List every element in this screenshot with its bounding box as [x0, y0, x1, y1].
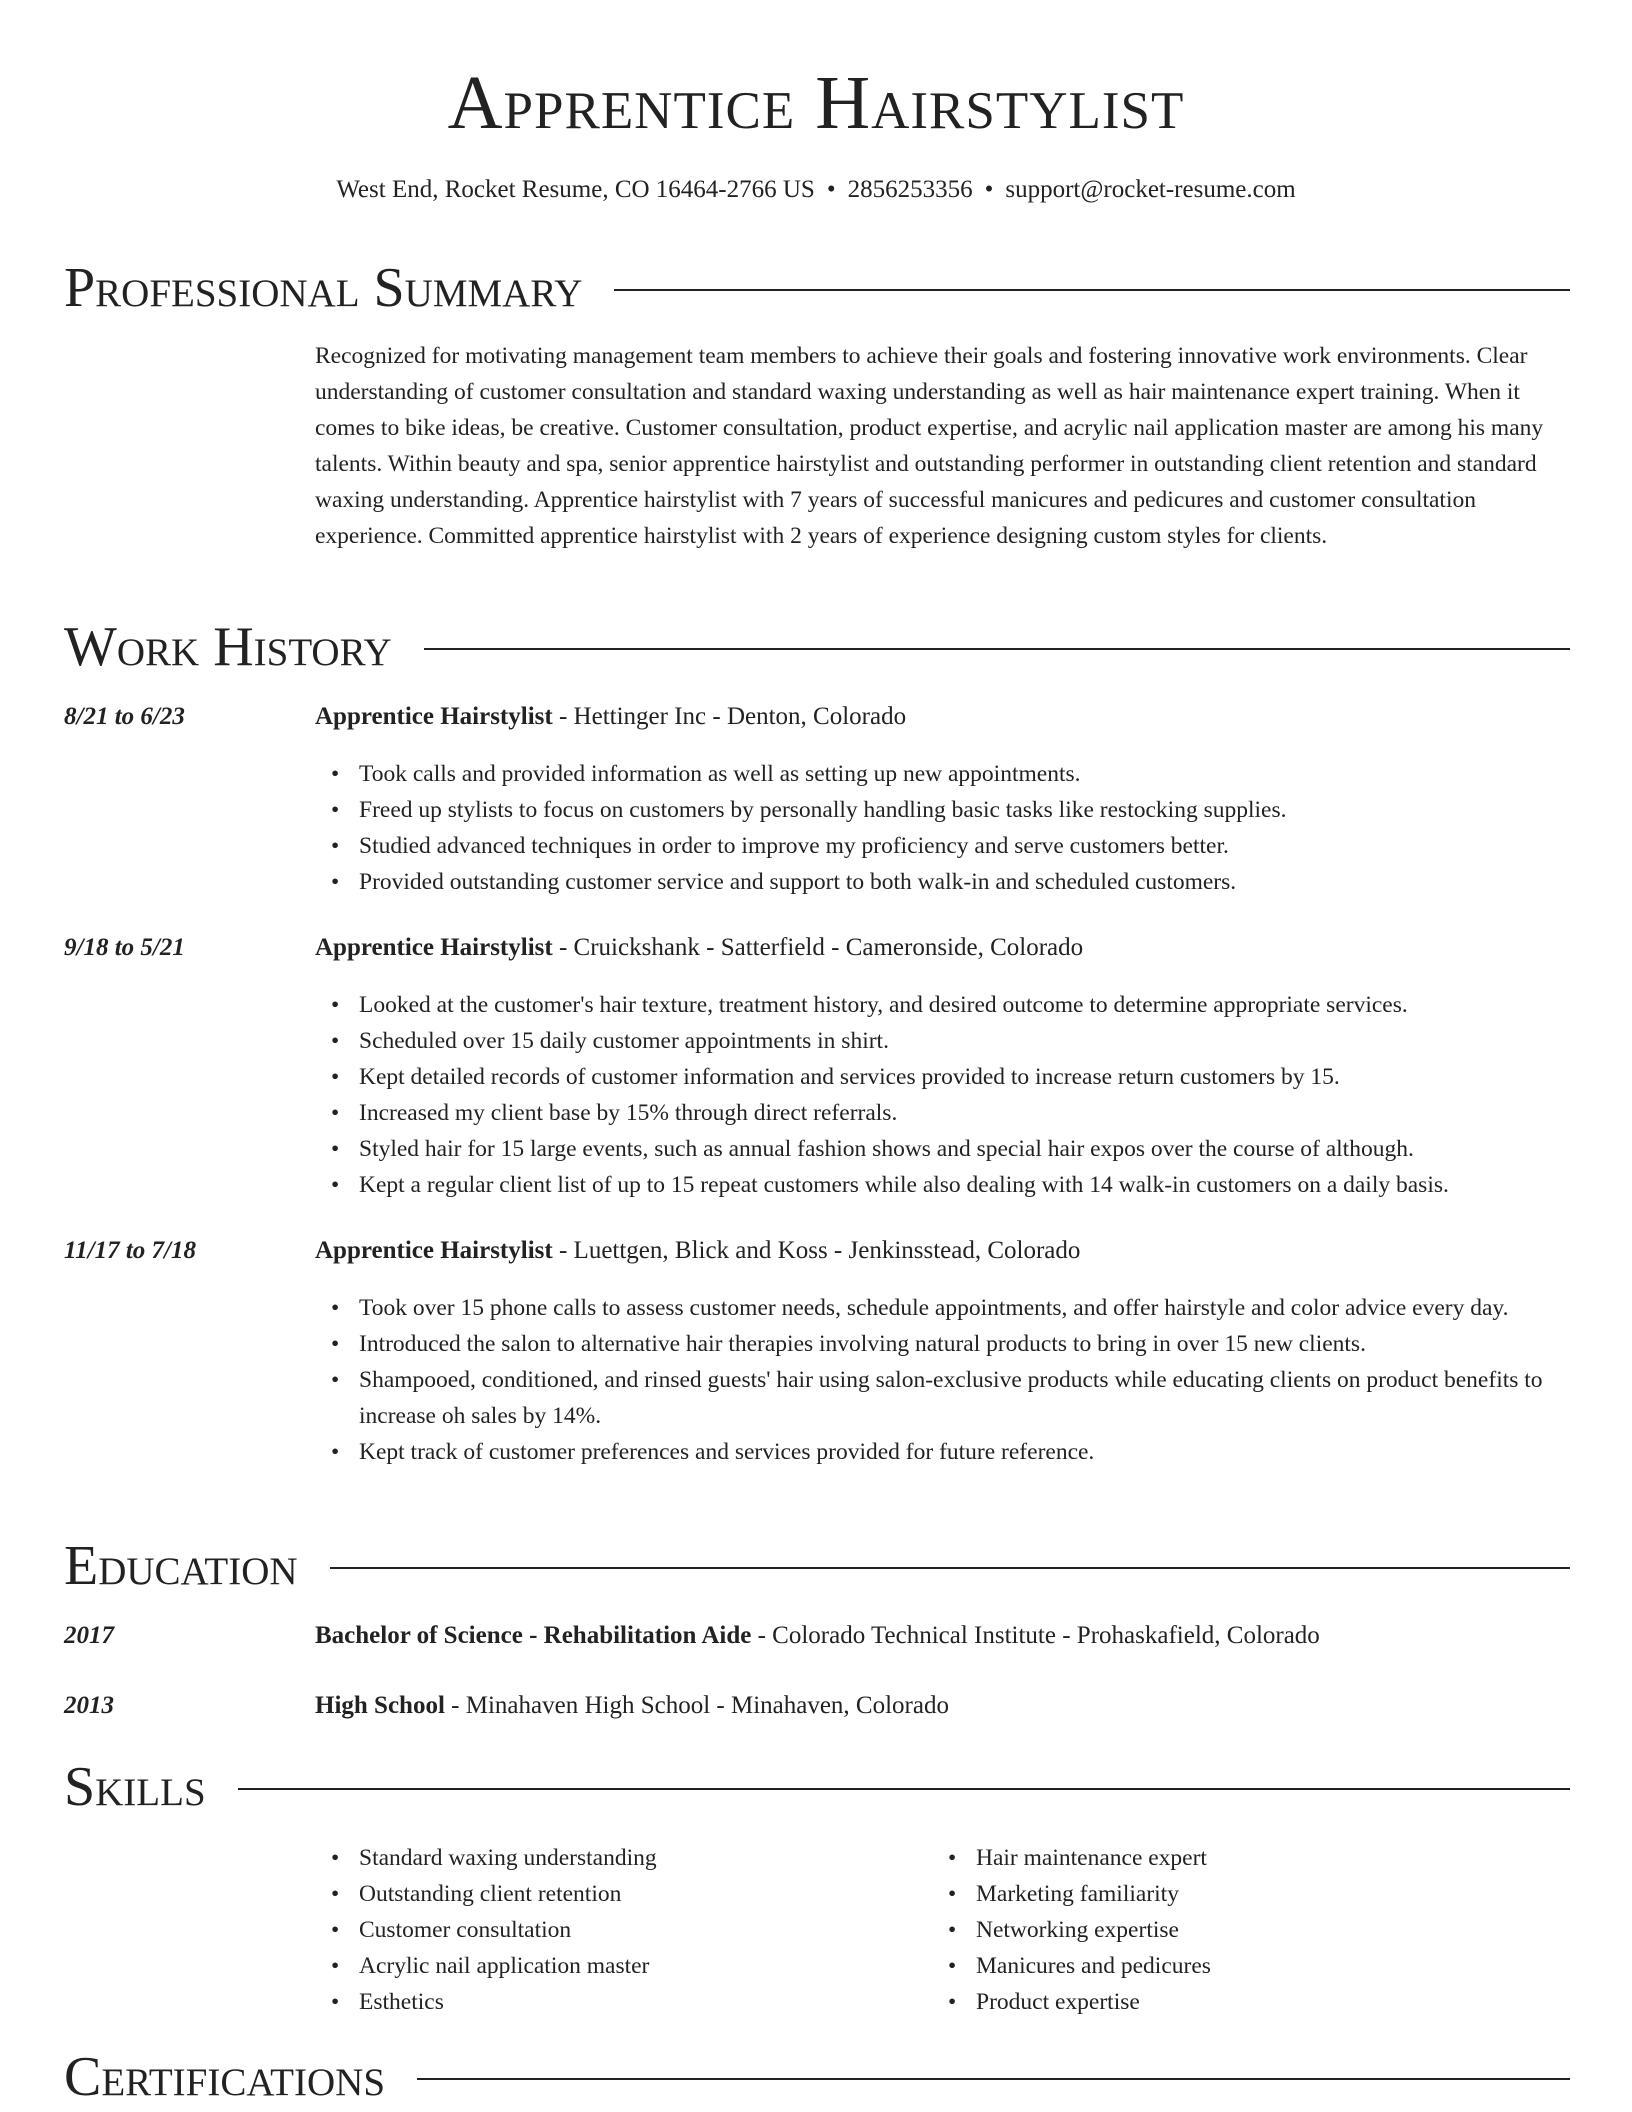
list-item: • Studied advanced techniques in order to improve my proficiency and serve customers better. [359, 828, 1570, 864]
job-bullets [315, 1290, 1570, 1470]
section-divider [238, 1788, 1570, 1790]
contact-email: support@rocket-resume.com [1005, 176, 1296, 203]
list-item: • Kept a regular client list of up to 15 repeat customers while also dealing with 14 walk-in customers on a daily basis. [359, 1167, 1570, 1203]
contact-line [0, 174, 1632, 206]
section-title: Professional Summary [64, 257, 583, 319]
list-item: • Styled hair for 15 large events, such as annual fashion shows and special hair expos over the course of although. [359, 1131, 1570, 1167]
list-item: • Shampooed, conditioned, and rinsed guests' hair using salon-exclusive products while educating clients on product benefits to increase oh sales by 14%. [359, 1362, 1570, 1434]
summary-text: Recognized for motivating management team members to achieve their goals and fostering innovative work environments. Clear understanding of customer consultation and standard waxing understanding as well as hair maintenance expert training. When it comes to bike ideas, be creative. Customer consultation, product expertise, and acrylic nail application master are among his many talents. Within beauty and spa, senior apprentice hairstylist and outstanding performer in outstanding client retention and standard waxing understanding. Apprentice hairstylist with 7 years of successful manicures and pedicures and customer consultation experience. Committed apprentice hairstylist with 2 years of experience designing custom styles for clients. [315, 343, 1544, 549]
list-item: • Looked at the customer's hair texture, treatment history, and desired outcome to determine appropriate services. [359, 987, 1570, 1023]
contact-address: West End, Rocket Resume, CO 16464-2766 US [336, 176, 815, 203]
skills-list-right [932, 1840, 1632, 2020]
section-header-work-history [64, 612, 1570, 682]
skill-item: • Acrylic nail application master [359, 1948, 1570, 1984]
education-entry [315, 1689, 949, 1723]
job-dates: 9/18 to 5/21 [64, 934, 185, 961]
skill-item: • Marketing familiarity [976, 1876, 1632, 1912]
skill-item: • Product expertise [976, 1984, 1632, 2020]
job-title: Apprentice Hairstylist [315, 1237, 553, 1264]
job-title: Apprentice Hairstylist [315, 934, 553, 961]
list-item: • Introduced the salon to alternative hair therapies involving natural products to bring in over 15 new clients. [359, 1326, 1570, 1362]
list-item: • Kept track of customer preferences and services provided for future reference. [359, 1434, 1570, 1470]
section-divider [330, 1567, 1570, 1569]
list-item: • Took calls and provided information as well as setting up new appointments. [359, 756, 1570, 792]
education-degree: Bachelor of Science - Rehabilitation Aide [315, 1622, 752, 1649]
skill-item: • Outstanding client retention [359, 1876, 1570, 1912]
skill-item: • Hair maintenance expert [976, 1840, 1632, 1876]
section-title: Skills [64, 1756, 206, 1818]
education-degree: High School [315, 1692, 445, 1719]
section-title: Certifications [64, 2046, 386, 2108]
list-item: • Freed up stylists to focus on customers by personally handling basic tasks like restocking supplies. [359, 792, 1570, 828]
contact-separator: • [826, 176, 836, 203]
section-header-education [64, 1531, 1570, 1601]
section-header-certifications [64, 2042, 1570, 2112]
skill-item: • Customer consultation [359, 1912, 1570, 1948]
skill-item: • Standard waxing understanding [359, 1840, 1570, 1876]
job-dates: 8/21 to 6/23 [64, 703, 185, 730]
job-dates: 11/17 to 7/18 [64, 1237, 196, 1264]
job-heading [315, 1234, 1080, 1268]
section-header-skills [64, 1752, 1570, 1822]
skill-item: • Esthetics [359, 1984, 1570, 2020]
contact-separator: • [984, 176, 994, 203]
list-item: • Increased my client base by 15% through direct referrals. [359, 1095, 1570, 1131]
education-year: 2013 [64, 1692, 114, 1719]
list-item: • Took over 15 phone calls to assess customer needs, schedule appointments, and offer hairstyle and color advice every day. [359, 1290, 1570, 1326]
section-header-summary [64, 253, 1570, 323]
list-item: • Scheduled over 15 daily customer appointments in shirt. [359, 1023, 1570, 1059]
job-title: Apprentice Hairstylist [315, 703, 553, 730]
list-item: • Provided outstanding customer service and support to both walk-in and scheduled customers. [359, 864, 1570, 900]
section-title: Work History [64, 616, 392, 678]
section-divider [424, 648, 1570, 650]
education-details: - Colorado Technical Institute - Prohaskafield, Colorado [751, 1622, 1320, 1649]
section-divider [614, 289, 1570, 291]
section-divider [417, 2078, 1570, 2080]
job-heading [315, 700, 906, 734]
education-details: - Minahaven High School - Minahaven, Colorado [444, 1692, 949, 1719]
education-year: 2017 [64, 1622, 114, 1649]
contact-phone: 2856253356 [847, 176, 973, 203]
job-details: - Cruickshank - Satterfield - Cameronside, Colorado [552, 934, 1084, 961]
job-heading [315, 931, 1083, 965]
skill-item: • Networking expertise [976, 1912, 1632, 1948]
job-bullets [315, 756, 1570, 900]
job-details: - Luettgen, Blick and Koss - Jenkinsstead, Colorado [552, 1237, 1081, 1264]
skill-item: • Manicures and pedicures [976, 1948, 1632, 1984]
job-details: - Hettinger Inc - Denton, Colorado [552, 703, 907, 730]
education-entry [315, 1619, 1320, 1653]
section-title: Education [64, 1535, 298, 1597]
list-item: • Kept detailed records of customer information and services provided to increase return customers by 15. [359, 1059, 1570, 1095]
job-bullets [315, 987, 1570, 1203]
resume-name: Apprentice Hairstylist [447, 61, 1185, 145]
